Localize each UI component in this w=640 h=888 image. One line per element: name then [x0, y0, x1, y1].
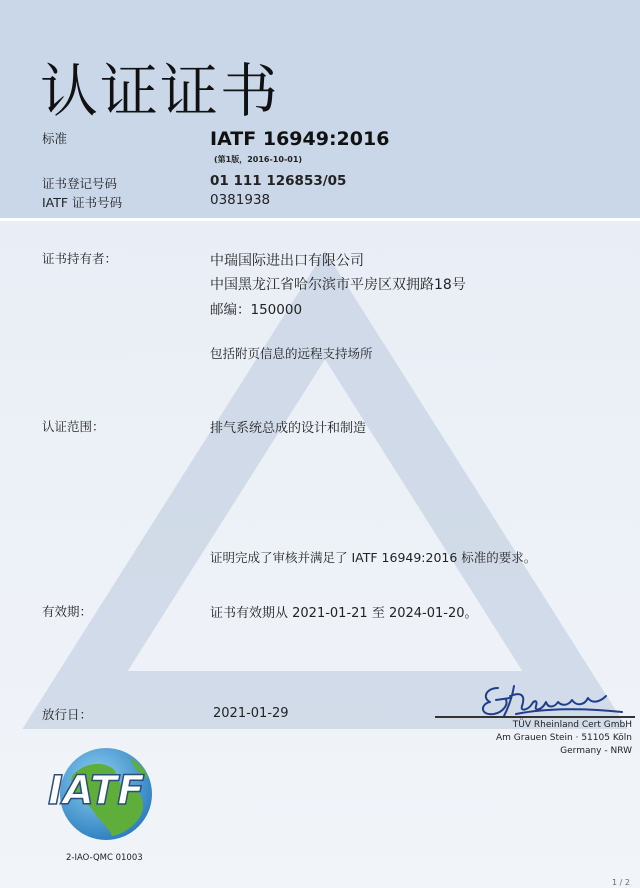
scope-label: 认证范围：	[42, 419, 105, 434]
page-number: 1 / 2	[612, 878, 630, 887]
validity-value: 证书有效期从 2021-01-21 至 2024-01-20。	[210, 606, 478, 621]
holder-name: 中瑞国际进出口有限公司	[210, 253, 364, 269]
iatf-number-value: 0381938	[210, 192, 271, 208]
scope-value: 排气系统总成的设计和制造	[210, 421, 367, 436]
validity-label: 有效期：	[42, 604, 93, 619]
holder-postcode: 邮编：150000	[210, 302, 303, 318]
holder-address: 中国黑龙江省哈尔滨市平房区双拥路18号	[210, 277, 466, 293]
issuer-country: Germany - NRW	[560, 746, 632, 756]
iatf-logo-code: 2-IAO-QMC 01003	[66, 853, 143, 863]
issuer-address: Am Grauen Stein · 51105 Köln	[495, 733, 632, 743]
issue-date-label: 放行日：	[42, 707, 93, 722]
standard-label: 标准	[42, 131, 68, 146]
compliance-statement: 证明完成了审核并满足了 IATF 16949:2016 标准的要求。	[210, 550, 537, 565]
registration-number-label: 证书登记号码	[42, 176, 118, 191]
standard-edition: (第1版，2016-10-01)	[214, 155, 303, 164]
standard-value: IATF 16949:2016	[210, 128, 390, 150]
holder-label: 证书持有者：	[42, 251, 118, 266]
issuer-name: TÜV Rheinland Cert GmbH	[512, 720, 632, 730]
iatf-logo-text: IATF	[48, 768, 145, 814]
iatf-logo	[42, 738, 164, 850]
signature-line	[435, 716, 635, 718]
issue-date-value: 2021-01-29	[213, 706, 289, 721]
certificate-title: 认证证书	[40, 57, 281, 125]
remote-sites-note: 包括附页信息的远程支持场所	[210, 346, 373, 361]
registration-number-value: 01 111 126853/05	[210, 173, 347, 189]
iatf-number-label: IATF 证书号码	[42, 195, 123, 210]
